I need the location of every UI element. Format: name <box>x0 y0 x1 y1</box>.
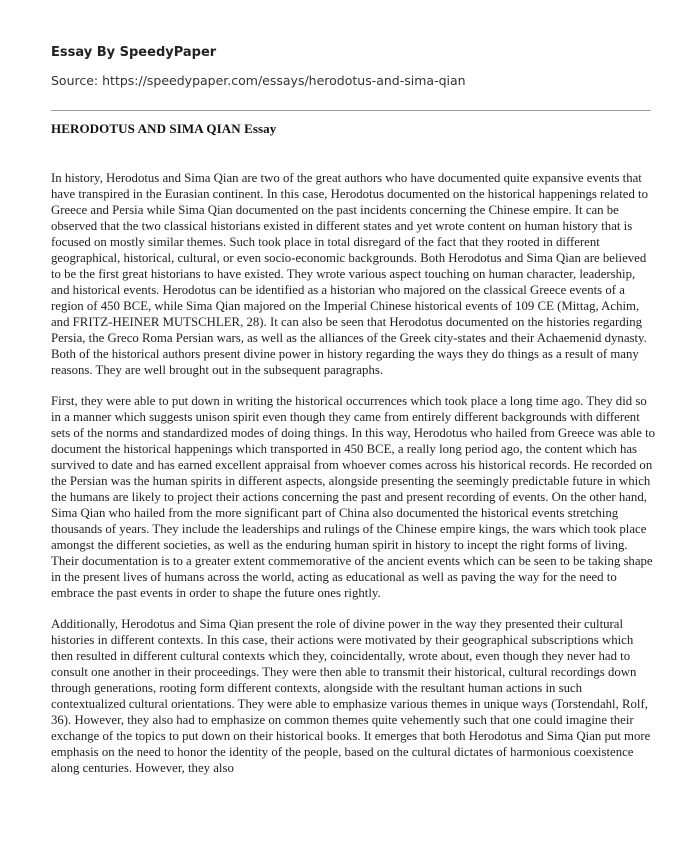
divider <box>51 110 651 111</box>
brand-heading: Essay By SpeedyPaper <box>51 45 217 60</box>
essay-body <box>51 170 656 791</box>
paragraph-2: First, they were able to put down in writing the historical occurrences which took place a long time ago. They did so in a manner which suggests unison spirit even though they came from entirely different backgrounds with different sets of the norms and standardized modes of doing things. In this way, Herodotus who hailed from Greece was able to document the historical happenings which transported in 450 BCE, a really long period ago, the content which has survived to date and has earned excellent appraisal from whoever comes across his historical records. He recorded on the Persian was the human spirits in different aspects, alongside presenting the seemingly predictable future in which the humans are likely to project their actions concerning the past and present recording of events. On the other hand, Sima Qian who hailed from the more significant part of China also documented the historical events stretching thousands of years. They include the leaderships and rulings of the Chinese empire kings, the wars which took place amongst the different societies, as well as the enduring human spirit in history to incept the right forms of living. Their documentation is to a greater extent commemorative of the ancient events which can be seen to be taking shape in the present lives of humans across the world, acting as educational as well as paving the way for the need to embrace the past events in order to shape the future ones rightly. <box>51 394 656 600</box>
paragraph-3: Additionally, Herodotus and Sima Qian present the role of divine power in the way they presented their cultural histories in different contexts. In this case, their actions were motivated by their geographical subscriptions which then resulted in different cultural contexts which they, coincidentally, wrote about, even though they never had to consult one another in their proceedings. They were then able to transmit their historical, cultural recordings down through generations, rooting form different contexts, alongside with the resultant human actions in such contextualized cultural orientations. They were able to emphasize various themes in unique ways (Torstendahl, Rolf, 36). However, they also had to emphasize on common themes quite vehemently such that one could imagine their exchange of the topics to put down on their historical books. It emerges that both Herodotus and Sima Qian put more emphasis on the need to honor the identity of the people, based on the cultural dictates of harmonious coexistence along centuries. However, they also <box>51 617 651 775</box>
essay-title: HERODOTUS AND SIMA QIAN Essay <box>51 121 277 136</box>
paragraph-1: In history, Herodotus and Sima Qian are two of the great authors who have documented quite expansive events that have transpired in the Eurasian continent. In this case, Herodotus documented on the historical happenings related to Greece and Persia while Sima Qian documented on the past incidents concerning the Chinese empire. It can be observed that the two classical historians existed in different states and yet wrote content on human history that is focused on mostly similar themes. Such took place in total disregard of the fact that they rooted in different geographical, historical, cultural, or even socio-economic backgrounds. Both Herodotus and Sima Qian are believed to be the first great historians to have existed. They wrote various aspect touching on human character, leadership, and historical events. Herodotus can be identified as a historian who majored on the classical Greece events of a region of 450 BCE, while Sima Qian majored on the Imperial Chinese historical events of 109 CE (Mittag, Achim, and FRITZ-HEINER MUTSCHLER, 28). It can also be seen that Herodotus documented on the histories regarding Persia, the Greco Roma Persian wars, as well as the alliances of the Greek city-states and their Achaemenid dynasty. Both of the historical authors present divine power in history regarding the ways they do things as a result of many reasons. They are well brought out in the subsequent paragraphs. <box>51 171 649 377</box>
source-line: Source: https://speedypaper.com/essays/herodotus-and-sima-qian <box>51 73 466 88</box>
